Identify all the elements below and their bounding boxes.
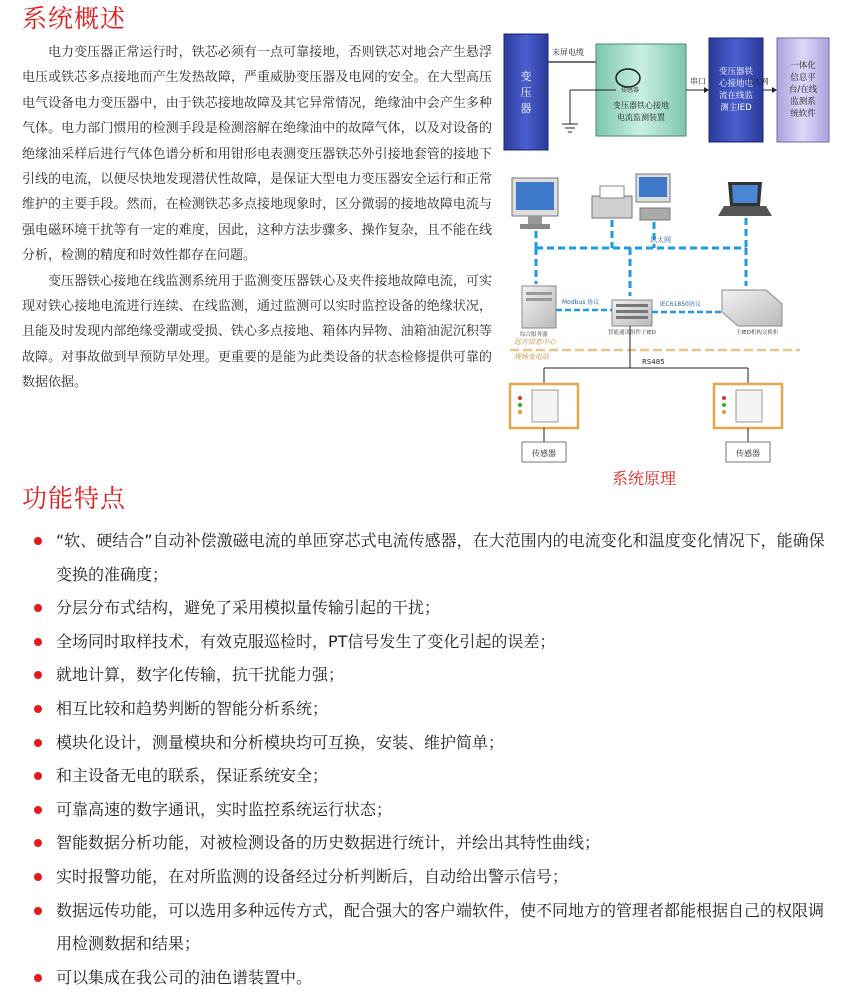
system-principle-diagram: [500, 28, 840, 498]
sensor-label: 传感器: [532, 449, 556, 458]
cabinet-icon: [722, 290, 782, 326]
monitor-icon: [512, 178, 558, 229]
feature-item: 和主设备无电的联系，保证系统安全；: [34, 759, 834, 793]
ied-label: 变压器铁: [718, 67, 754, 77]
feature-item: 智能数据分析功能，对被检测设备的历史数据进行统计，并绘出其特性曲线；: [34, 826, 834, 860]
bullet-dot: [34, 907, 42, 915]
transformer-label: 压: [520, 86, 532, 99]
cabinet-label: 主IED机构交换柜: [736, 330, 779, 336]
sensor-label: 传感器: [736, 449, 760, 458]
overview-paragraph: 电力变压器正常运行时，铁芯必须有一点可靠接地，否则铁芯对地会产生悬浮电压或铁芯多点接地而产生发热故障，严重威胁变压器及电网的安全。在大型高压电气设备电力变压器中，由于铁芯接地故障及其它异常情况，绝缘油中会产生多种气体。电力部门惯用的检测手段是检测溶解在绝缘油中的故障气体，以及对设备的绝缘油采样后进行气体色谱分析和用钳形电表测变压器铁芯外引接地套管的接地下引线的电流，以便尽快地发现潜伏性故障，是保证大型电力变压器安全运行和正常维护的主要手段。然而，在检测铁芯多点接地现象时，区分微弱的接地故障电流与强电磁环境干扰等有一定的难度，因此，这种方法步骤多、操作复杂，且不能在线分析，检测的精度和时效性都存在问题。: [22, 45, 492, 264]
bullet-dot: [34, 638, 42, 646]
platform-label: 统软件: [790, 109, 816, 119]
sensor-inline-label: 传感器: [620, 87, 640, 94]
sub-ied-unit: [510, 384, 578, 428]
platform-label: 信息平: [790, 73, 816, 83]
feature-item: 分层分布式结构，避免了采用模拟量传输引起的干扰；: [34, 591, 834, 625]
ied-label: 测主IED: [720, 103, 752, 113]
diagram-caption: 系统原理: [612, 469, 677, 488]
feature-item: 数据远传功能，可以选用多种远传方式，配合强大的客户端软件，使不同地方的管理者都能根据自己的权限调用检测数据和结果；: [34, 894, 834, 961]
bullet-dot: [34, 772, 42, 780]
comm-unit-icon: [612, 300, 652, 326]
features-title: 功能特点: [22, 484, 127, 513]
bullet-dot: [34, 806, 42, 814]
bullet-dot: [34, 671, 42, 679]
feature-item: 就地计算，数字化传输，抗干扰能力强；: [34, 658, 834, 692]
printer-icon: [592, 186, 632, 218]
ethernet-label: 以太网: [746, 77, 769, 86]
server-label: 综合服务器: [520, 332, 548, 338]
cable-label: 末屏电缆: [552, 48, 584, 57]
transformer-label: 变: [520, 70, 532, 83]
bullet-dot: [34, 739, 42, 747]
ied-label: 心接地电: [718, 79, 754, 89]
lan-label: 以太网: [650, 236, 671, 244]
feature-list: [34, 524, 834, 994]
bullet-dot: [34, 974, 42, 982]
bullet-dot: [34, 537, 42, 545]
ethernet-arrow: [772, 87, 777, 93]
feature-item: 实时报警功能，在对所监测的设备经过分析判断后，自动给出警示信号；: [34, 860, 834, 894]
iec-label: IEC61850协议: [660, 301, 701, 308]
modbus-label: Modbus 协议: [562, 299, 600, 306]
feature-item: 全场同时取样技术，有效克服巡检时，PT信号发生了变化引起的误差；: [34, 625, 834, 659]
transformer-label: 器: [520, 102, 532, 115]
serial-label: 串口: [690, 77, 706, 86]
monitor-device-label: 电流监测装置: [617, 113, 665, 122]
monitor-device-label: 变压器铁心接地: [613, 101, 669, 110]
overview-title: 系统概述: [22, 4, 127, 33]
serial-arrow: [704, 87, 709, 93]
ied-box: [709, 38, 763, 142]
site-label: 现场变电站: [514, 353, 549, 361]
overview-paragraph: 变压器铁心接地在线监测系统用于监测变压器铁心及夹件接地故障电流，可实现对铁心接地电流进行连续、在线监测，通过监测可以实时监控设备的绝缘状况，且能及时发现内部绝缘受潮或受损、铁心多点接地、箱体内异物、油箱油泥沉积等故障。对事故做到早预防早处理。更重要的是能为此类设备的状态检修提供可靠的数据依据。: [22, 273, 492, 391]
feature-item: 可靠高速的数字通讯，实时监控系统运行状态；: [34, 793, 834, 827]
rs485-label: RS485: [642, 358, 665, 366]
feature-item: 模块化设计，测量模块和分析模块均可互换，安装、维护简单；: [34, 726, 834, 760]
platform-label: 一体化: [790, 61, 816, 71]
server-icon: [522, 286, 556, 328]
bullet-dot: [34, 604, 42, 612]
bullet-dot: [34, 705, 42, 713]
platform-label: 监测系: [790, 97, 816, 107]
platform-label: 台/在线: [788, 85, 818, 95]
feature-item: 相互比较和趋势判断的智能分析系统；: [34, 692, 834, 726]
overview-text: [22, 40, 492, 396]
comm-unit-label: 智能通讯组件子IED: [608, 330, 656, 336]
remote-center-label: 远方信息中心: [514, 338, 556, 346]
feature-item: “软、硬结合”自动补偿激磁电流的单匝穿芯式电流传感器，在大范围内的电流变化和温度变化情况下，能确保变换的准确度；: [34, 524, 834, 591]
feature-item: 可以集成在我公司的油色谱装置中。: [34, 961, 834, 994]
ied-label: 流在线监: [718, 91, 754, 101]
sub-ied-unit: [714, 384, 782, 428]
bullet-dot: [34, 839, 42, 847]
bullet-dot: [34, 873, 42, 881]
laptop-icon: [718, 182, 772, 216]
desktop-pc-icon: [636, 174, 670, 220]
